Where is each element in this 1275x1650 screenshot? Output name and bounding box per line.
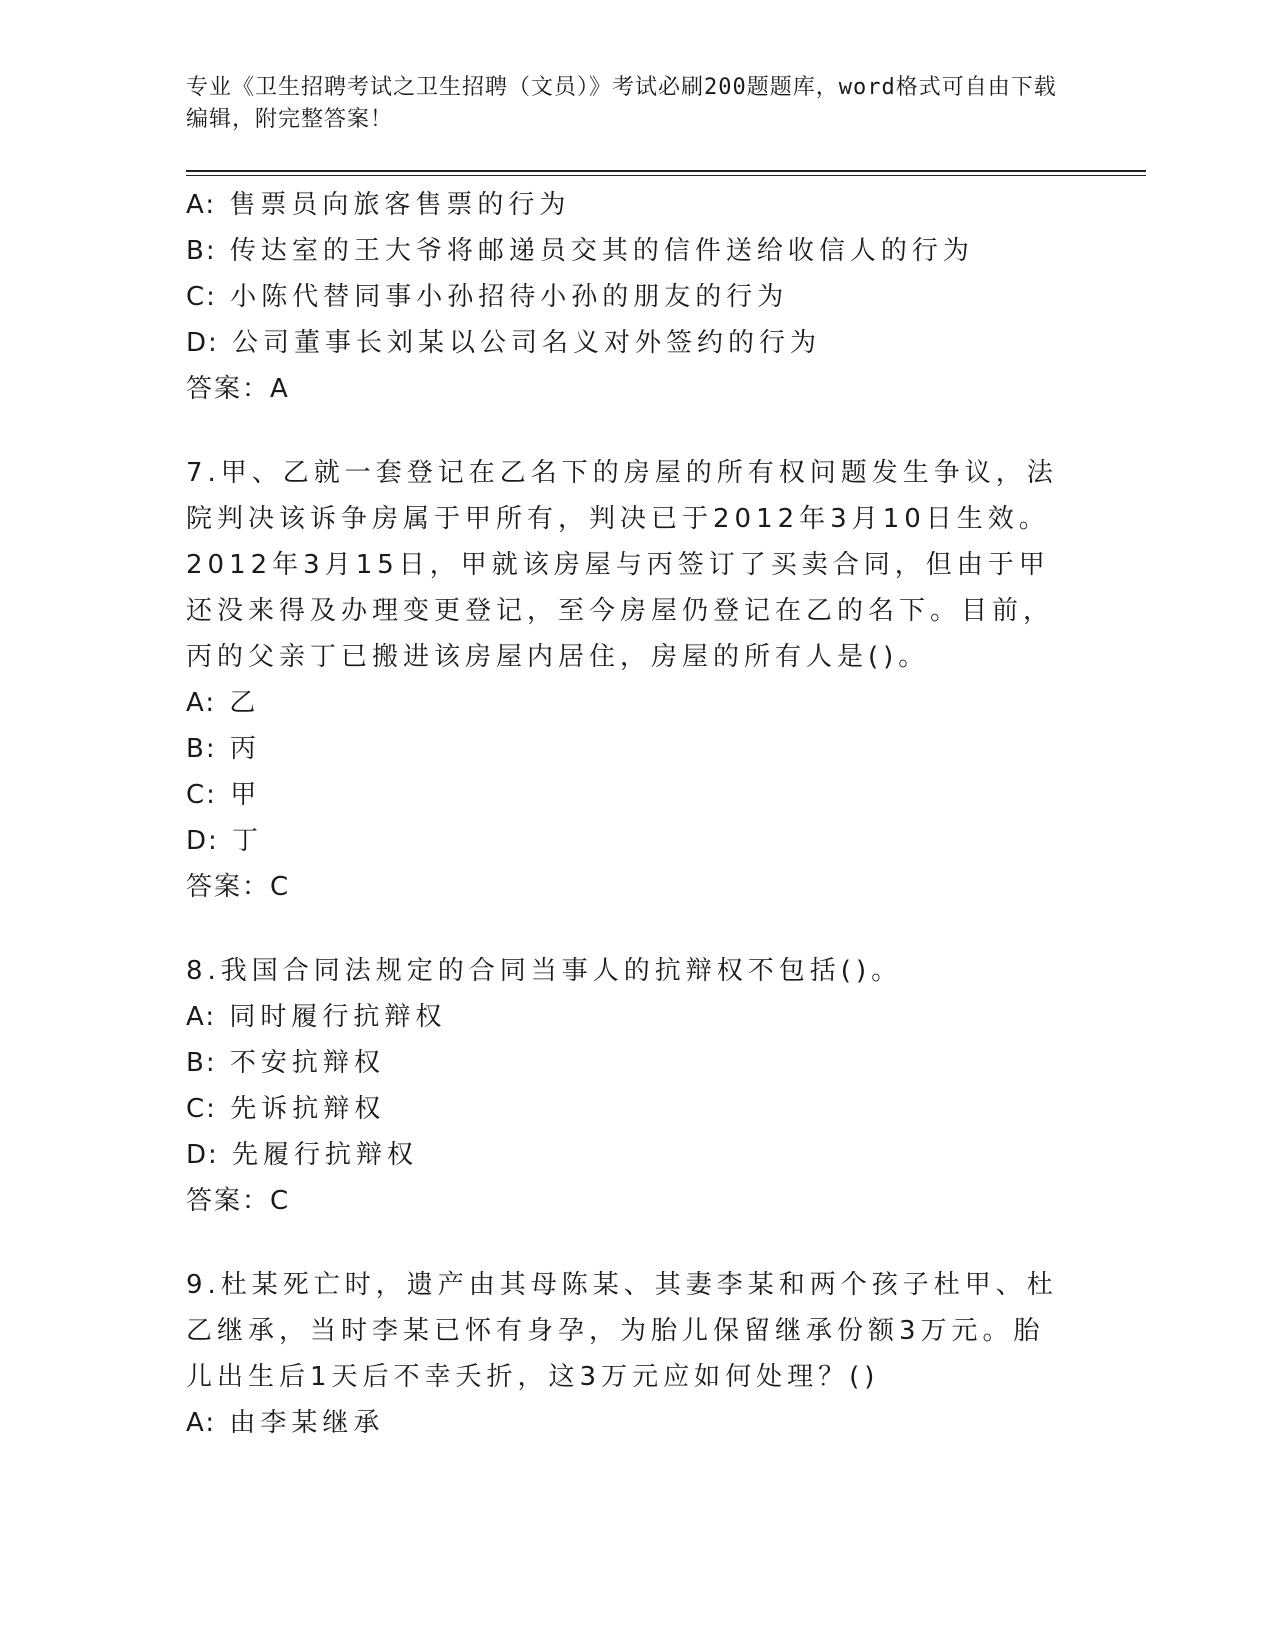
option-a: A: 由李某继承: [186, 1408, 385, 1438]
option-a: A: 售票员向旅客售票的行为: [186, 190, 571, 220]
question-6-block: [186, 182, 1146, 412]
document-page: [186, 72, 1146, 1446]
option-b: B: 丙: [186, 734, 261, 764]
option-a: A: 乙: [186, 688, 261, 718]
header-divider: [186, 170, 1146, 176]
question-stem: 7.甲、乙就一套登记在乙名下的房屋的所有权问题发生争议，法院判决该诉争房属于甲所有，判决已于2012年3月10日生效。2012年3月15日，甲就该房屋与丙签订了买卖合同，但由于甲还没来得及办理变更登记，至今房屋仍登记在乙的名下。目前，丙的父亲丁已搬进该房屋内居住，房屋的所有人是()。: [186, 458, 1058, 672]
option-c: C: 甲: [186, 780, 262, 810]
answer: 答案：C: [186, 872, 291, 902]
question-stem: 8.我国合同法规定的合同当事人的抗辩权不包括()。: [186, 956, 903, 986]
option-d: D: 丁: [186, 826, 264, 856]
document-header: 专业《卫生招聘考试之卫生招聘（文员）》考试必刷200题题库，word格式可自由下载编辑，附完整答案！: [186, 75, 1057, 132]
answer: 答案：C: [186, 1186, 291, 1216]
document-content: [186, 182, 1146, 1446]
option-b: B: 传达室的王大爷将邮递员交其的信件送给收信人的行为: [186, 236, 974, 266]
question-stem: 9.杜某死亡时，遗产由其母陈某、其妻李某和两个孩子杜甲、杜乙继承，当时李某已怀有身孕，为胎儿保留继承份额3万元。胎儿出生后1天后不幸夭折，这3万元应如何处理？(): [186, 1270, 1058, 1392]
answer: 答案：A: [186, 374, 290, 404]
option-a: A: 同时履行抗辩权: [186, 1002, 447, 1032]
option-b: B: 不安抗辩权: [186, 1048, 385, 1078]
question-9-block: [186, 1262, 1146, 1446]
option-c: C: 先诉抗辩权: [186, 1094, 386, 1124]
question-8-block: [186, 948, 1146, 1224]
question-7-block: [186, 450, 1146, 910]
option-d: D: 公司董事长刘某以公司名义对外签约的行为: [186, 328, 822, 358]
option-c: C: 小陈代替同事小孙招待小孙的朋友的行为: [186, 282, 789, 312]
option-d: D: 先履行抗辩权: [186, 1140, 419, 1170]
